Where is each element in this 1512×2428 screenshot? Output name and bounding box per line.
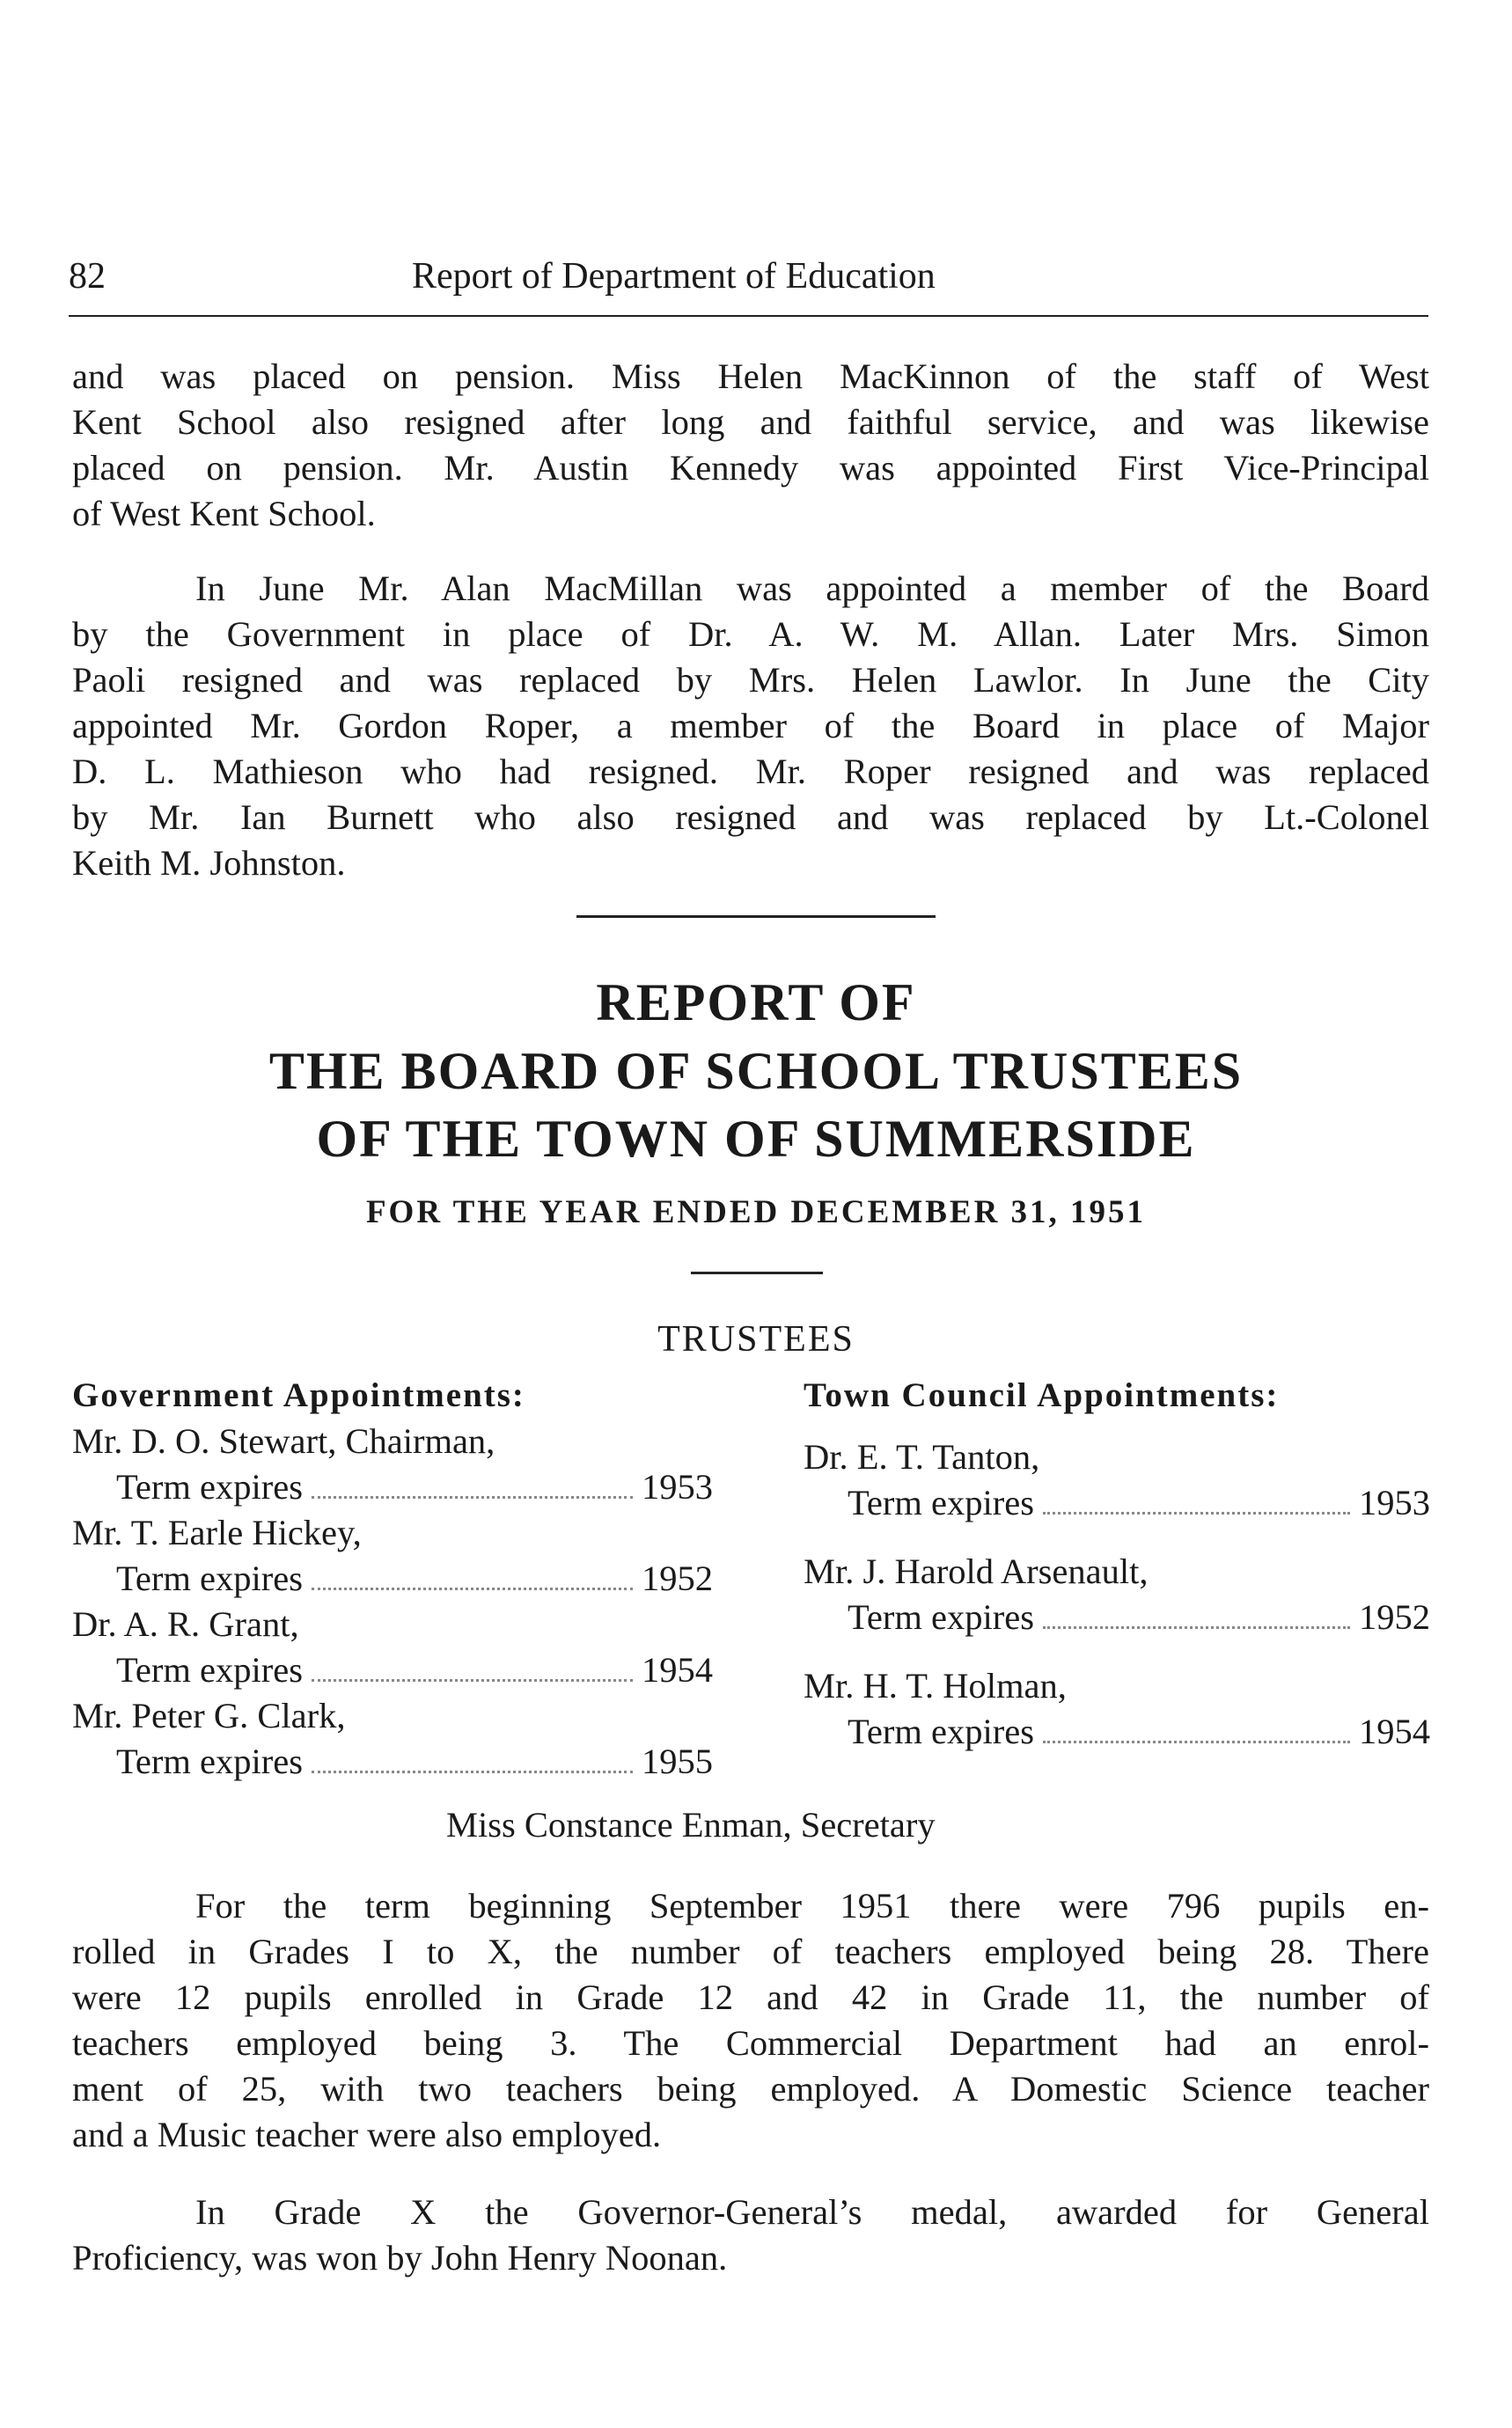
term-line — [72, 1647, 713, 1693]
term-line — [72, 1739, 713, 1785]
secretary-line: Miss Constance Enman, Secretary — [446, 1805, 936, 1845]
dot-leader — [312, 1587, 633, 1590]
trustee-entry — [804, 1434, 1430, 1526]
trustee-name: Mr. Peter G. Clark, — [72, 1696, 346, 1735]
term-label: Term expires — [848, 1597, 1034, 1637]
intro-paragraph-1 — [72, 354, 1429, 537]
paragraph-line: For the term beginning September 1951 there were 796 pupils en- — [195, 1886, 1429, 1926]
town-council-heading: Town Council Appointments: — [804, 1376, 1280, 1414]
term-year: 1953 — [1359, 1483, 1430, 1522]
trustee-name: Dr. A. R. Grant, — [72, 1604, 299, 1644]
dot-leader — [312, 1678, 633, 1682]
government-heading: Government Appointments: — [72, 1376, 525, 1414]
paragraph-line: teachers employed being 3. The Commercial Department had an enrol- — [72, 2023, 1429, 2063]
dot-leader — [1043, 1740, 1350, 1743]
page-number: 82 — [69, 256, 106, 297]
dot-leader — [312, 1770, 633, 1773]
trustee-entry — [804, 1663, 1430, 1755]
paragraph-line: appointed Mr. Gordon Roper, a member of the Board in place of Major — [72, 706, 1429, 745]
paragraph-line: In Grade X the Governor-General’s medal, awarded for General — [195, 2192, 1429, 2232]
report-title-line-2: THE BOARD OF SCHOOL TRUSTEES — [268, 1042, 1244, 1100]
paragraph-line: and a Music teacher were also employed. — [72, 2115, 662, 2154]
term-label: Term expires — [116, 1650, 303, 1690]
trustee-name: Dr. E. T. Tanton, — [804, 1437, 1040, 1477]
term-year: 1954 — [642, 1650, 713, 1690]
dot-leader — [312, 1495, 633, 1499]
term-line — [804, 1709, 1430, 1755]
term-line — [804, 1480, 1430, 1526]
town-council-appointments — [804, 1373, 1430, 1755]
term-year: 1952 — [1359, 1597, 1430, 1637]
term-label: Term expires — [116, 1742, 303, 1781]
term-label: Term expires — [848, 1712, 1034, 1751]
paragraph-line: In June Mr. Alan MacMillan was appointed a member of the Board — [195, 568, 1429, 608]
paragraph-line: ment of 25, with two teachers being employed. A Domestic Science teacher — [72, 2069, 1429, 2109]
paragraph-line: were 12 pupils enrolled in Grade 12 and 42 in Grade 11, the number of — [72, 1977, 1429, 2017]
paragraph-line: D. L. Mathieson who had resigned. Mr. Roper resigned and was replaced — [72, 752, 1429, 791]
paragraph-line: placed on pension. Mr. Austin Kennedy was appointed First Vice-Principal — [72, 448, 1429, 488]
paragraph-line: rolled in Grades I to X, the number of teachers employed being 28. There — [72, 1932, 1429, 1971]
paragraph-line: Kent School also resigned after long and faithful service, and was likewise — [72, 402, 1429, 442]
trustee-name: Mr. T. Earle Hickey, — [72, 1513, 362, 1552]
trustee-entry — [804, 1549, 1430, 1640]
trustee-name: Mr. J. Harold Arsenault, — [804, 1551, 1149, 1591]
paragraph-line: by Mr. Ian Burnett who also resigned and was replaced by Lt.-Colonel — [72, 797, 1429, 837]
term-line — [72, 1464, 713, 1510]
header-rule — [69, 315, 1428, 317]
paragraph-line: Keith M. Johnston. — [72, 843, 346, 883]
term-line — [804, 1595, 1430, 1640]
trustee-name: Mr. D. O. Stewart, Chairman, — [72, 1421, 495, 1461]
dot-leader — [1043, 1625, 1350, 1629]
report-title-line-1: REPORT OF — [596, 973, 916, 1031]
term-label: Term expires — [116, 1467, 303, 1507]
dot-leader — [1043, 1511, 1350, 1515]
trustee-name: Mr. H. T. Holman, — [804, 1666, 1067, 1705]
term-year: 1952 — [642, 1559, 713, 1598]
title-separator — [691, 1272, 823, 1274]
trustees-heading: TRUSTEES — [657, 1319, 855, 1360]
paragraph-line: Proficiency, was won by John Henry Noonan. — [72, 2238, 728, 2278]
government-appointments — [72, 1373, 713, 1785]
page-header — [69, 255, 1428, 308]
term-line — [72, 1556, 713, 1602]
paragraph-line: and was placed on pension. Miss Helen MacKinnon of the staff of West — [72, 356, 1429, 396]
intro-paragraph-2 — [72, 566, 1429, 886]
body-paragraph-2 — [72, 2190, 1429, 2281]
term-year: 1953 — [642, 1467, 713, 1507]
body-paragraph-1 — [72, 1883, 1429, 2158]
section-separator — [576, 915, 936, 918]
term-year: 1954 — [1359, 1712, 1430, 1751]
paragraph-line: Paoli resigned and was replaced by Mrs. Helen Lawlor. In June the City — [72, 660, 1429, 700]
term-label: Term expires — [116, 1559, 303, 1598]
report-title-line-3: OF THE TOWN OF SUMMERSIDE — [316, 1110, 1196, 1168]
paragraph-line: of West Kent School. — [72, 494, 376, 533]
term-year: 1955 — [642, 1742, 713, 1781]
paragraph-line: by the Government in place of Dr. A. W. M. Allan. Later Mrs. Simon — [72, 614, 1429, 654]
report-subtitle: FOR THE YEAR ENDED DECEMBER 31, 1951 — [365, 1194, 1147, 1230]
term-label: Term expires — [848, 1483, 1034, 1522]
running-title: Report of Department of Education — [412, 256, 936, 297]
